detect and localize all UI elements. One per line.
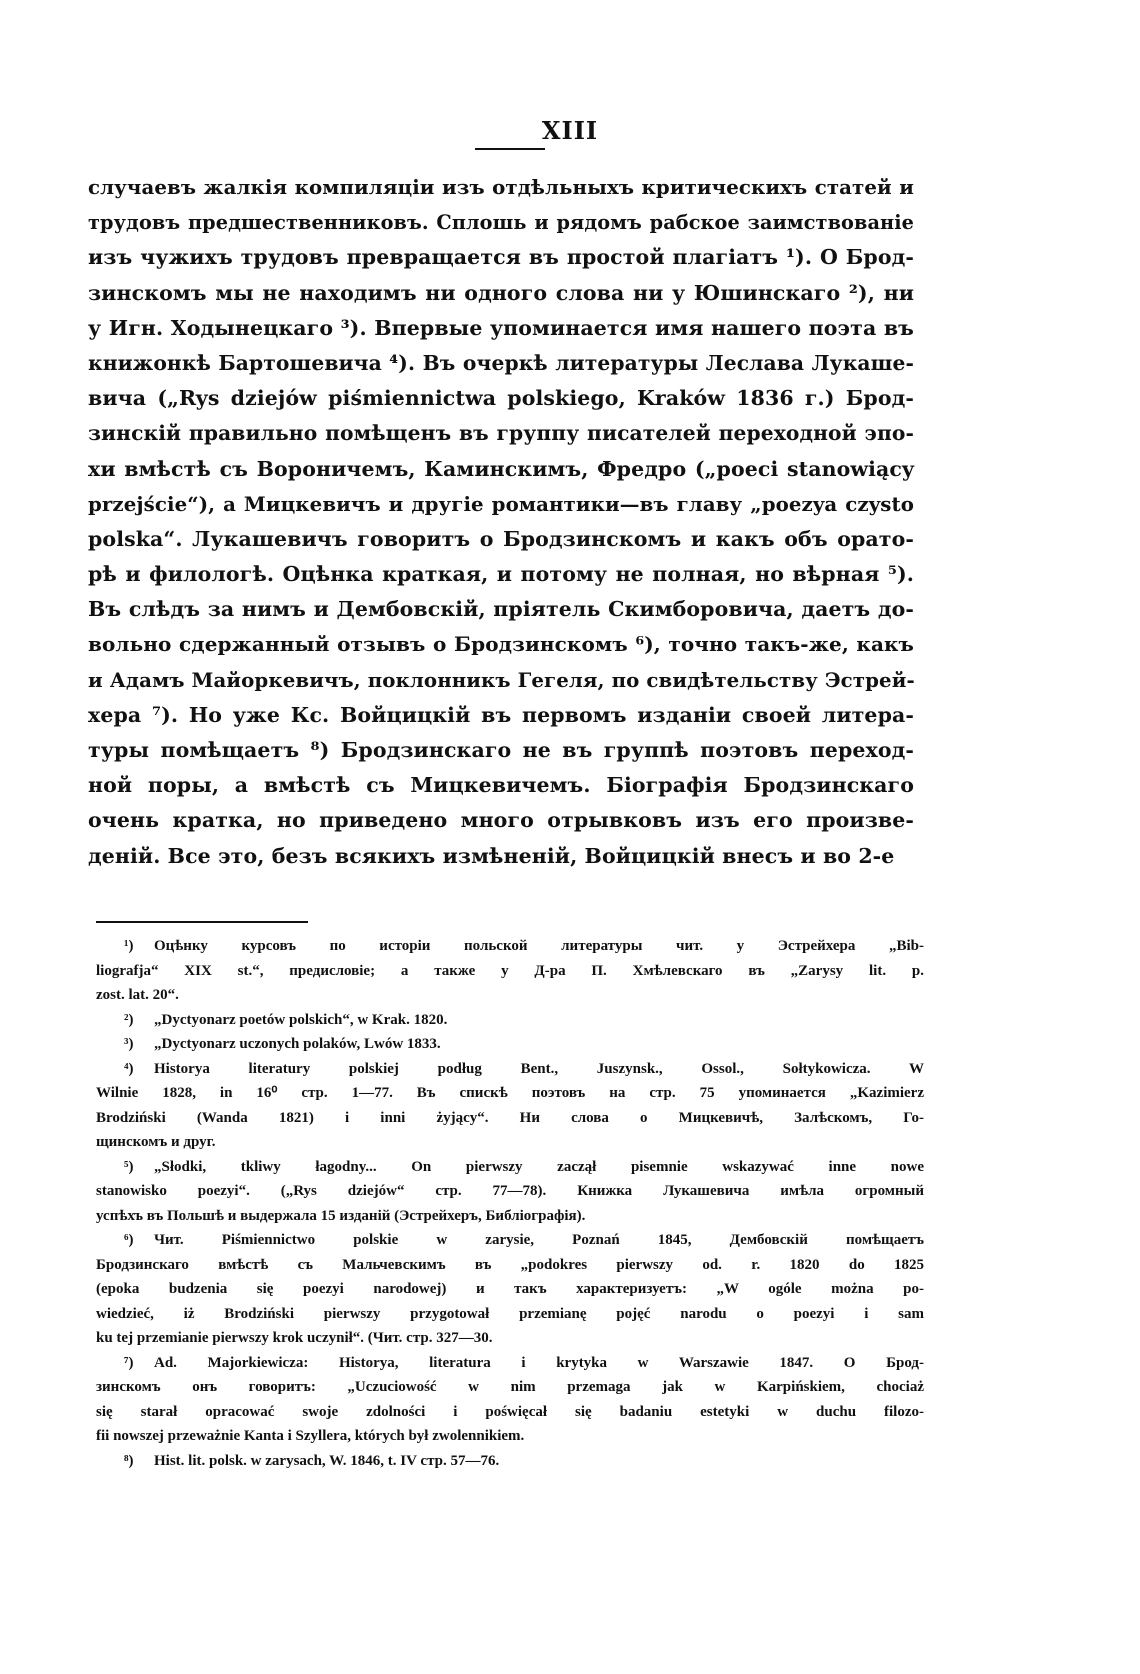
footnote-marker: ²) [124, 1011, 134, 1028]
footnote-line: się starał opracować swoje zdolności i poświęcał się badaniu estetyki w duchu filozo- [96, 1403, 924, 1420]
footnote-marker: ⁵) [124, 1158, 134, 1175]
footnote-separator [96, 921, 308, 923]
page-number: XIII [541, 116, 599, 145]
footnote-line [124, 1008, 924, 1033]
footnote-line: успѣхъ въ Польшѣ и выдержала 15 изданій (Эстрейхеръ, Библіографія). [96, 1207, 586, 1224]
footnote-marker: ⁷) [124, 1354, 134, 1371]
footnote-text: Historya literatury polskiej podług Bent., Juszynsk., Ossol., Sołtykowicza. W [154, 1060, 924, 1077]
text-line: хи вмѣстѣ съ Вороничемъ, Каминскимъ, Фредро („poeci stanowiący [88, 456, 914, 481]
footnote-text: Чит. Piśmiennictwo polskie w zarysie, Poznań 1845, Дембовскій помѣщаетъ [154, 1232, 924, 1248]
text-line: туры помѣщаетъ ⁸) Бродзинскаго не въ группѣ поэтовъ переход- [88, 738, 914, 762]
footnote-line [124, 1351, 924, 1376]
footnote-marker: ⁴) [124, 1060, 134, 1077]
footnote-line: (epoka budzenia się poezyi narodowej) и такъ характеризуетъ: „W ogóle można po- [96, 1281, 924, 1297]
text-line: przejście“), а Мицкевичъ и другіе романтики—въ главу „poezya czysto [88, 491, 914, 516]
footnote-line: щинскомъ и друг. [96, 1134, 216, 1150]
footnote-line [124, 1057, 924, 1082]
main-text [88, 170, 914, 874]
footnote-line: stanowisko poezyi“. („Rys dziejów“ стр. 77—78). Книжка Лукашевича имѣла огромный [96, 1183, 924, 1199]
text-line: вича („Rys dziejów piśmiennictwa polskiego, Kraków 1836 г.) Брод- [88, 386, 914, 411]
page-number-underline [475, 148, 545, 150]
text-line: вольно сдержанный отзывъ о Бродзинскомъ ⁶), точно такъ-же, какъ [88, 632, 914, 657]
footnote-line [124, 1228, 924, 1253]
footnote-text: Hist. lit. polsk. w zarysach, W. 1846, t. IV стр. 57—76. [154, 1452, 500, 1469]
text-line: и Адамъ Майоркевичъ, поклонникъ Гегеля, по свидѣтельству Эстрей- [88, 667, 915, 692]
text-line: книжонкѣ Бартошевича ⁴). Въ очеркѣ литературы Леслава Лукаше- [88, 350, 914, 375]
footnote-text: „Dyctyonarz poetów polskich“, w Krak. 1820. [154, 1011, 448, 1028]
text-line: трудовъ предшественниковъ. Сплошь и рядомъ рабское заимствованіе [88, 211, 914, 235]
footnote-line: Brodziński (Wanda 1821) i inni żyjący“. Ни слова о Мицкевичѣ, Залѣскомъ, Го- [96, 1109, 924, 1126]
text-line: зинскій правильно помѣщенъ въ группу писателей переходной эпо- [88, 421, 914, 446]
text-line: хера ⁷). Но уже Кс. Войцицкій въ первомъ изданіи своей литера- [88, 702, 914, 727]
text-line: polska“. Лукашевичъ говоритъ о Бродзинскомъ и какъ объ орато- [88, 526, 914, 551]
text-line: у Игн. Ходынецкаго ³). Впервые упоминается имя нашего поэта въ [88, 315, 914, 340]
text-line: ной поры, а вмѣстѣ съ Мицкевичемъ. Біографія Бродзинскаго [88, 773, 914, 798]
text-line: очень кратка, но приведено много отрывковъ изъ его произве- [88, 808, 914, 833]
footnote-text: Оцѣнку курсовъ по исторіи польской литературы чит. у Эстрейхера „Bib- [154, 938, 924, 954]
footnote-marker: ¹) [124, 938, 134, 954]
footnote-line [124, 934, 924, 959]
text-line: изъ чужихъ трудовъ превращается въ простой плагіатъ ¹). О Брод- [88, 245, 914, 270]
footnote-line: Wilnie 1828, in 16⁰ стр. 1—77. Въ спискѣ поэтовъ на стр. 75 упоминается „Kazimierz [96, 1085, 924, 1101]
footnote-marker: ⁸) [124, 1452, 134, 1469]
text-line: Въ слѣдъ за нимъ и Дембовскій, пріятель Скимборовича, даетъ до- [88, 597, 914, 622]
footnote-line: zost. lat. 20“. [96, 987, 179, 1003]
text-line: случаевъ жалкія компиляціи изъ отдѣльныхъ критическихъ статей и [88, 175, 914, 199]
footnote-line: fii nowszej przeważnie Kanta i Szyllera, których był zwolennikiem. [96, 1428, 525, 1444]
text-line: деній. Все это, безъ всякихъ измѣненій, Войцицкій внесъ и во 2-е [88, 843, 895, 868]
text-line: зинскомъ мы не находимъ ни одного слова ни у Юшинскаго ²), ни [88, 280, 914, 305]
footnote-line: Бродзинскаго вмѣстѣ съ Мальчевскимъ въ „podokres pierwszy od. r. 1820 do 1825 [96, 1256, 924, 1273]
footnote-line: ku tej przemianie pierwszy krok uczynił“. (Чит. стр. 327—30. [96, 1330, 493, 1346]
footnote-line: liografja“ XIX st.“, предисловіе; а также у Д-ра П. Хмѣлевскаго въ „Zarysy lit. p. [96, 962, 924, 979]
footnote-text: Ad. Majorkiewicza: Historya, literatura i krytyka w Warszawie 1847. О Брод- [154, 1354, 924, 1371]
footnote-line: wiedzieć, iż Brodziński pierwszy przygotował przemianę pojęć narodu o poezyi i sam [96, 1305, 924, 1322]
footnote-line [124, 1032, 924, 1057]
footnote-marker: ⁶) [124, 1232, 134, 1248]
footnote-text: „Słodki, tkliwy łagodny... On pierwszy zaczął pisemnie wskazywać inne nowe [154, 1158, 924, 1175]
footnote-line [124, 1155, 924, 1180]
text-line: рѣ и филологѣ. Оцѣнка краткая, и потому не полная, но вѣрная ⁵). [88, 562, 914, 587]
footnote-line: зинскомъ онъ говоритъ: „Uczuciowość w nim przemaga jak w Karpińskiem, chociaż [96, 1379, 924, 1395]
footnote-marker: ³) [124, 1036, 134, 1052]
footnote-text: „Dyctyonarz uczonych polaków, Lwów 1833. [154, 1036, 441, 1052]
footnotes [96, 934, 924, 1473]
footnote-line [124, 1449, 924, 1474]
